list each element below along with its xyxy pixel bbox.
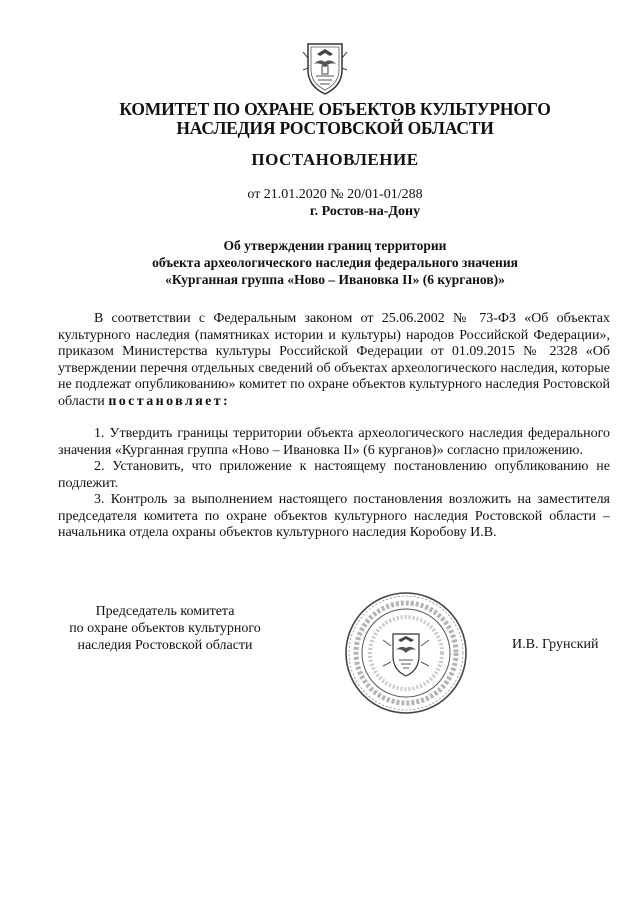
signatory-position — [60, 603, 270, 654]
resolution-item-3: 3. Контроль за выполнением настоящего постановления возложить на заместителя председателя комитета по охране объектов культурного наследия Ростовской области – начальника отдела охраны объектов культурного наследия Коробову И.В. — [58, 492, 610, 540]
document-type: ПОСТАНОВЛЕНИЕ — [251, 150, 419, 169]
organization-title-line1: КОМИТЕТ ПО ОХРАНЕ ОБЪЕКТОВ КУЛЬТУРНОГО — [119, 99, 551, 119]
subject-line2: объекта археологического наследия федерального значения — [152, 255, 518, 270]
signatory-name: И.В. Грунский — [512, 637, 599, 652]
subject-line1: Об утверждении границ территории — [223, 238, 447, 253]
preamble-paragraph — [58, 311, 610, 410]
official-seal-icon — [343, 590, 469, 716]
subject-line3: «Курганная группа «Ново – Ивановка II» (6 курганов)» — [165, 272, 505, 287]
preamble-text: В соответствии с Федеральным законом от 25.06.2002 № 73-ФЗ «Об объектах культурного наследия (памятниках истории и культуры) народов Российской Федерации», приказом Министерства культуры Российской Федерации от 01.09.2015 № 2328 «Об утверждении перечня отдельных сведений об объектах археологического наследия, которые не подлежат опубликованию» комитет по охране объектов культурного наследия Ростовской области — [58, 311, 610, 409]
signatory-position-line2: по охране объектов культурного — [69, 621, 261, 636]
resolution-item-2: 2. Установить, что приложение к настоящему постановлению опубликованию не подлежит. — [58, 459, 610, 491]
signatory-position-line1: Председатель комитета — [95, 604, 235, 619]
resolution-item-1: 1. Утвердить границы территории объекта археологического наследия федерального значения «Курганная группа «Ново – Ивановка II» (6 курганов)» согласно приложению. — [58, 426, 610, 458]
organization-title — [60, 100, 610, 138]
coat-of-arms-icon — [300, 40, 350, 96]
organization-title-line2: НАСЛЕДИЯ РОСТОВСКОЙ ОБЛАСТИ — [176, 118, 494, 138]
signatory-position-line3: наследия Ростовской области — [77, 638, 253, 653]
document-subject — [60, 237, 610, 288]
resolution-items — [58, 426, 610, 542]
document-date-number: от 21.01.2020 № 20/01-01/288 — [247, 187, 423, 202]
resolves-word: постановляет: — [108, 393, 231, 409]
document-city: г. Ростов-на-Дону — [309, 204, 421, 219]
